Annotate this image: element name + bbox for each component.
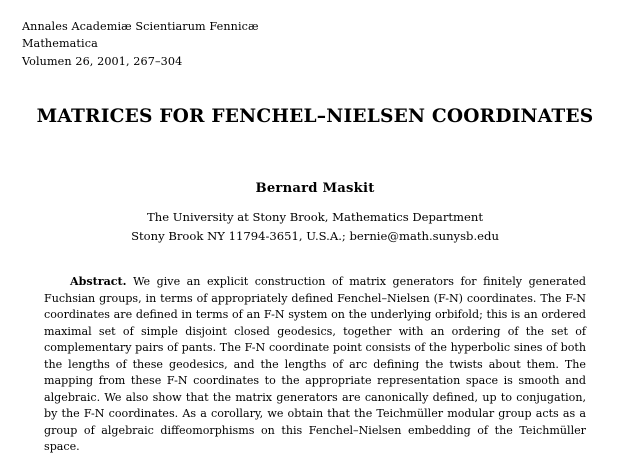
abstract-label: Abstract. <box>70 275 127 289</box>
author-affiliation <box>22 208 608 246</box>
affiliation-line-institution: The University at Stony Brook, Mathematics Department <box>147 210 483 225</box>
affiliation-line-address: Stony Brook NY 11794-3651, U.S.A.; bernie@math.sunysb.edu <box>131 229 499 244</box>
page-title: MATRICES FOR FENCHEL–NIELSEN COORDINATES <box>36 106 594 128</box>
abstract-block <box>44 274 586 455</box>
author-name: Bernard Maskit <box>255 181 375 197</box>
journal-name: Annales Academiæ Scientiarum Fennicæ <box>22 20 259 33</box>
journal-series: Mathematica <box>22 37 98 51</box>
abstract-text: We give an explicit construction of matrix generators for finitely generated Fuchsian groups, in terms of appropriately defined Fenchel–Nielsen (F-N) coordinates. The F-N coordinates are defined in terms of an F-N system on the underlying orbifold; this is an ordered maximal set of simple disjoint closed geodesics, together with an ordering of the set of complementary pairs of pants. The F-N coordinate point consists of the hyperbolic sines of both the lengths of these geodesics, and the lengths of arc defining the twists about them. The mapping from these F-N coordinates to the appropriate representation space is smooth and algebraic. We also show that the matrix generators are canonically defined, up to conjugation, by the F-N coordinates. As a corollary, we obtain that the Teichmüller modular group acts as a group of algebraic diffeomorphisms on this Fenchel–Nielsen embedding of the Teichmüller space. <box>44 275 586 454</box>
journal-volume-info: Volumen 26, 2001, 267–304 <box>22 54 183 68</box>
journal-header <box>22 18 608 70</box>
